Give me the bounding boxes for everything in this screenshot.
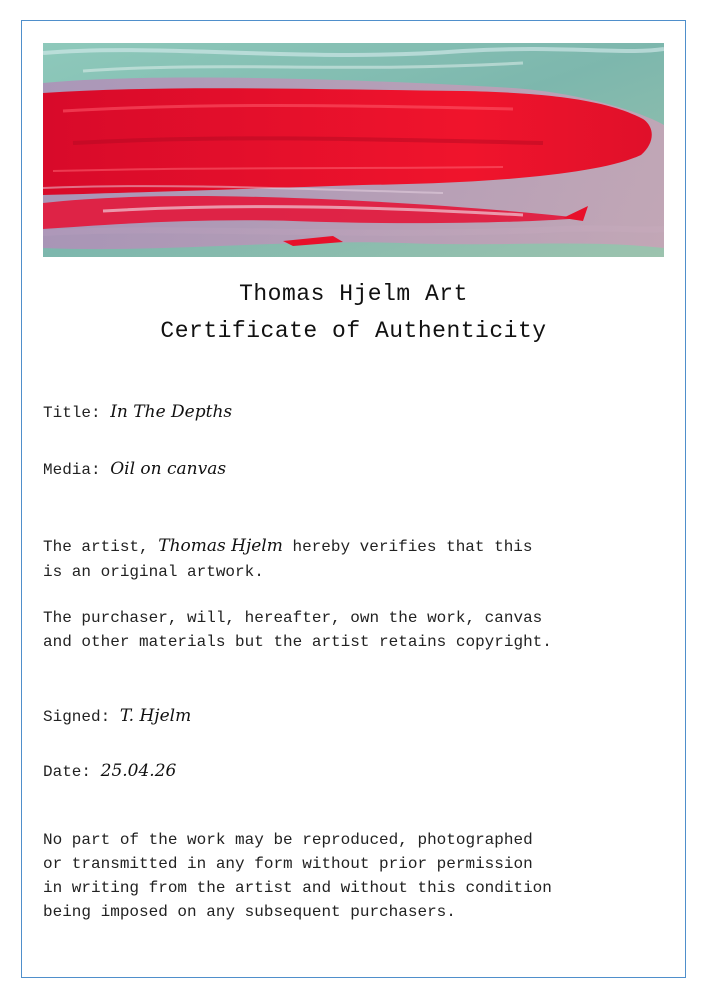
signed-value: T. Hjelm	[119, 706, 192, 726]
copyright-line-2: or transmitted in any form without prior permission	[43, 855, 533, 873]
ownership-line-1: The purchaser, will, hereafter, own the work, canvas	[43, 609, 543, 627]
media-label: Media:	[43, 461, 101, 479]
copyright-line-1: No part of the work may be reproduced, photographed	[43, 831, 533, 849]
title-value: In The Depths	[110, 402, 233, 422]
copyright-line-4: being imposed on any subsequent purchasers.	[43, 903, 456, 921]
verification-artist: Thomas Hjelm	[158, 536, 283, 556]
copyright-line-3: in writing from the artist and without this condition	[43, 879, 552, 897]
media-row	[43, 457, 683, 482]
verification-prefix: The artist,	[43, 538, 149, 556]
media-value: Oil on canvas	[110, 459, 227, 479]
verification-line-1	[43, 534, 683, 559]
date-label: Date:	[43, 763, 92, 781]
verification-line-2: is an original artwork.	[43, 563, 264, 581]
date-value: 25.04.26	[100, 761, 177, 781]
painting-banner-image	[43, 43, 664, 257]
artist-heading: Thomas Hjelm Art	[239, 281, 468, 307]
verification-suffix: hereby verifies that this	[292, 538, 533, 556]
artwork-title-row	[43, 400, 683, 425]
signed-label: Signed:	[43, 708, 111, 726]
title-label: Title:	[43, 404, 101, 422]
signed-row	[43, 704, 683, 729]
certificate-title: Certificate of Authenticity	[160, 318, 547, 344]
date-row	[43, 759, 683, 784]
ownership-line-2: and other materials but the artist retains copyright.	[43, 633, 552, 651]
